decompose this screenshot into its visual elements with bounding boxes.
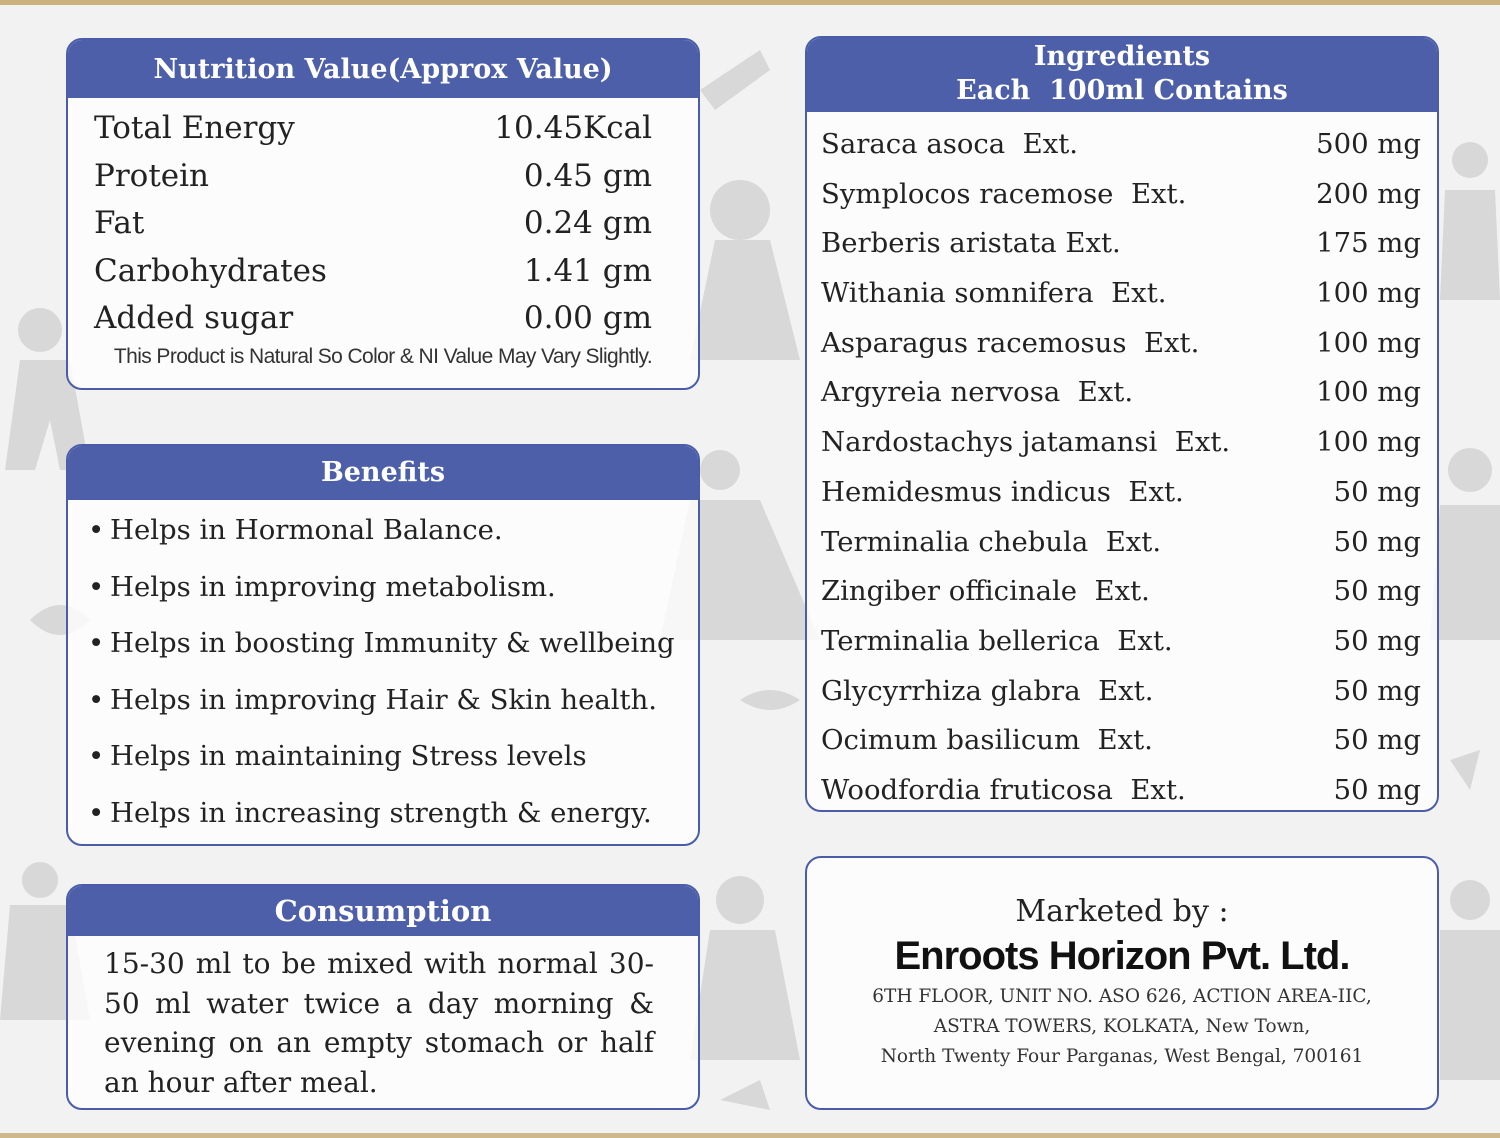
ingredient-name: Glycyrrhiza glabra Ext.: [821, 674, 1154, 707]
nutrition-row: [68, 199, 698, 247]
nutrient-name: Protein: [94, 157, 210, 194]
address-line: North Twenty Four Parganas, West Bengal, 700161: [880, 1046, 1364, 1067]
ingredient-amount: 175 mg: [1316, 227, 1421, 260]
marketed-by-label: Marketed by :: [1015, 894, 1229, 929]
nutrient-name: Total Energy: [94, 110, 295, 146]
nutrient-name: Added sugar: [94, 300, 294, 336]
nutrient-name: Fat: [94, 205, 145, 241]
benefit-text: Helps in increasing strength & energy.: [110, 796, 652, 829]
address-line: 6TH FLOOR, UNIT NO. ASO 626, ACTION AREA-IIC,: [872, 986, 1372, 1007]
ingredient-amount: 50 mg: [1333, 475, 1421, 508]
bullet-icon: •: [88, 627, 105, 659]
ingredient-amount: 50 mg: [1333, 674, 1421, 707]
ingredient-row: [807, 669, 1437, 719]
ingredient-row: [807, 420, 1437, 470]
nutrition-header: [68, 40, 698, 98]
ingredient-row: [807, 520, 1437, 570]
nutrition-row: [68, 152, 698, 200]
consumption-title: Consumption: [274, 894, 492, 928]
benefits-panel: [66, 444, 700, 846]
benefit-text: Helps in improving metabolism.: [110, 570, 556, 603]
nutrition-row: [68, 104, 698, 152]
ingredient-row: [807, 321, 1437, 371]
ingredient-row: [807, 271, 1437, 321]
ingredient-amount: 100 mg: [1316, 326, 1421, 359]
ingredient-name: Zingiber officinale Ext.: [821, 575, 1150, 608]
ingredient-amount: 50 mg: [1333, 773, 1421, 806]
benefit-text: Helps in boosting Immunity & wellbeing: [110, 627, 675, 659]
ingredient-name: Saraca asoca Ext.: [821, 128, 1079, 160]
ingredient-amount: 100 mg: [1316, 376, 1421, 409]
ingredient-row: [807, 569, 1437, 619]
marketed-by-panel: [805, 856, 1439, 1110]
ingredient-amount: 50 mg: [1333, 575, 1421, 608]
nutrition-table: [68, 98, 698, 342]
bullet-icon: •: [88, 514, 105, 546]
nutrition-title: Nutrition Value(Approx Value): [153, 54, 613, 85]
ingredient-name: Argyreia nervosa Ext.: [821, 376, 1134, 409]
ingredient-row: [807, 768, 1437, 812]
ingredient-name: Symplocos racemose Ext.: [821, 177, 1187, 210]
ingredient-name: Berberis aristata Ext.: [821, 227, 1121, 260]
ingredient-name: Nardostachys jatamansi Ext.: [821, 426, 1231, 459]
ingredient-name: Terminalia bellerica Ext.: [821, 624, 1173, 657]
benefit-item: [88, 793, 698, 847]
ingredient-name: Asparagus racemosus Ext.: [821, 326, 1200, 359]
ingredient-name: Terminalia chebula Ext.: [821, 525, 1162, 558]
ingredients-table: [807, 112, 1437, 812]
bullet-icon: •: [88, 740, 105, 772]
nutrition-note: This Product is Natural So Color & NI Value May Vary Slightly.: [113, 345, 653, 368]
ingredient-row: [807, 221, 1437, 271]
ingredient-amount: 50 mg: [1333, 724, 1421, 757]
nutrition-row: [68, 294, 698, 342]
nutrition-panel: [66, 38, 700, 390]
ingredients-panel: [805, 36, 1439, 812]
nutrient-value: 0.24 gm: [523, 205, 652, 241]
ingredient-amount: 100 mg: [1316, 277, 1421, 310]
ingredient-amount: 50 mg: [1333, 624, 1421, 657]
ingredient-row: [807, 718, 1437, 768]
nutrient-name: Carbohydrates: [94, 252, 327, 289]
ingredients-header: [807, 38, 1437, 112]
ingredients-subtitle: Each 100ml Contains: [956, 75, 1288, 106]
benefits-header: [68, 446, 698, 500]
bullet-icon: •: [88, 570, 105, 603]
consumption-header: [68, 886, 698, 936]
ingredient-row: [807, 619, 1437, 669]
benefit-text: Helps in maintaining Stress levels: [110, 740, 587, 772]
nutrient-value: 10.45Kcal: [494, 110, 652, 146]
benefits-title: Benefits: [320, 457, 446, 488]
benefit-text: Helps in Hormonal Balance.: [110, 514, 503, 546]
bullet-icon: •: [88, 683, 105, 716]
company-name: Enroots Horizon Pvt. Ltd.: [894, 934, 1350, 978]
benefit-item: [88, 680, 698, 737]
benefit-item: [88, 623, 698, 680]
nutrient-value: 1.41 gm: [523, 252, 652, 289]
ingredient-amount: 500 mg: [1316, 128, 1421, 160]
ingredient-name: Withania somnifera Ext.: [821, 277, 1167, 310]
ingredient-row: [807, 370, 1437, 420]
ingredient-amount: 50 mg: [1333, 525, 1421, 558]
benefit-item: [88, 510, 698, 567]
bullet-icon: •: [88, 796, 105, 829]
ingredient-name: Woodfordia fruticosa Ext.: [821, 773, 1186, 806]
nutrition-row: [68, 247, 698, 295]
benefits-list: [68, 500, 698, 846]
ingredient-amount: 100 mg: [1316, 426, 1421, 459]
benefit-item: [88, 736, 698, 793]
ingredient-row: [807, 470, 1437, 520]
benefit-text: Helps in improving Hair & Skin health.: [110, 683, 658, 716]
consumption-panel: [66, 884, 700, 1110]
ingredient-amount: 200 mg: [1316, 177, 1421, 210]
benefit-item: [88, 567, 698, 624]
bottom-gold-stripe: [0, 1133, 1500, 1138]
ingredient-row: [807, 172, 1437, 222]
ingredients-title: Ingredients: [1033, 41, 1211, 72]
ingredient-row: [807, 122, 1437, 172]
ingredient-name: Ocimum basilicum Ext.: [821, 724, 1153, 757]
ingredient-name: Hemidesmus indicus Ext.: [821, 475, 1184, 508]
address-line: ASTRA TOWERS, KOLKATA, New Town,: [933, 1016, 1311, 1037]
nutrient-value: 0.00 gm: [523, 300, 652, 336]
consumption-text: 15-30 ml to be mixed with normal 30-50 ml water twice a day morning & evening on an empty stomach or half an hour after meal.: [104, 947, 654, 1099]
nutrient-value: 0.45 gm: [523, 157, 652, 194]
